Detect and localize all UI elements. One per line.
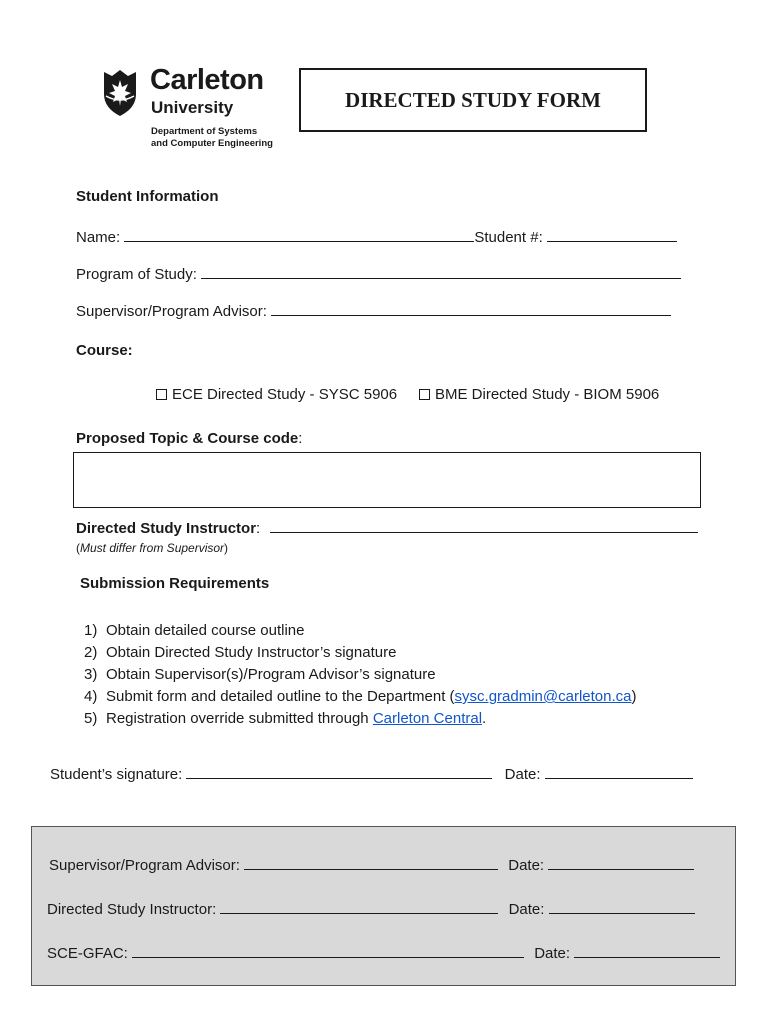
student-date-label: Date: xyxy=(504,766,541,783)
list-number: 3) xyxy=(84,666,98,683)
instructor-date-field[interactable] xyxy=(549,899,695,914)
student-number-label: Student #: xyxy=(474,229,543,246)
list-text-after: ) xyxy=(631,688,637,705)
approval-label: Supervisor/Program Advisor: xyxy=(49,857,240,874)
list-number: 5) xyxy=(84,710,98,727)
name-row xyxy=(76,227,677,246)
email-link[interactable]: sysc.gradmin@carleton.ca xyxy=(454,688,632,705)
logo-university: University xyxy=(151,98,234,117)
list-number: 4) xyxy=(84,688,98,705)
bme-checkbox[interactable] xyxy=(419,389,430,400)
program-field[interactable] xyxy=(201,264,681,279)
logo-name: Carleton xyxy=(150,64,264,96)
proposed-topic-input[interactable] xyxy=(73,452,701,508)
course-heading: Course: xyxy=(76,342,133,359)
approval-date-label: Date: xyxy=(534,945,571,962)
proposed-topic-colon: : xyxy=(298,430,303,447)
name-label: Name: xyxy=(76,229,121,246)
proposed-topic-row xyxy=(76,430,302,447)
instructor-note: (Must differ from Supervisor) xyxy=(76,541,229,555)
student-info-heading: Student Information xyxy=(76,188,219,205)
instructor-row xyxy=(76,518,698,537)
list-text: Submit form and detailed outline to the Department ( xyxy=(106,688,455,705)
student-signature-label: Student’s signature: xyxy=(50,766,183,783)
ece-checkbox[interactable] xyxy=(156,389,167,400)
program-label: Program of Study: xyxy=(76,266,197,283)
form-title: DIRECTED STUDY FORM xyxy=(299,68,647,132)
course-option-ece[interactable] xyxy=(156,386,397,403)
approval-date-label: Date: xyxy=(508,857,545,874)
instructor-label: Directed Study Instructor xyxy=(76,520,257,537)
instructor-note-text: Must differ from Supervisor xyxy=(80,541,225,555)
instructor-signature-field[interactable] xyxy=(220,899,498,914)
approval-row-gfac xyxy=(47,943,720,962)
bme-option-label: BME Directed Study - BIOM 5906 xyxy=(435,386,660,403)
list-item xyxy=(84,708,637,730)
carleton-shield-icon xyxy=(100,68,140,118)
student-date-field[interactable] xyxy=(545,764,693,779)
supervisor-label: Supervisor/Program Advisor: xyxy=(76,303,267,320)
list-text: Registration override submitted through xyxy=(106,710,373,727)
instructor-field[interactable] xyxy=(270,518,698,533)
department-line-1: Department of Systems xyxy=(151,126,258,137)
department-line-2: and Computer Engineering xyxy=(151,138,273,149)
supervisor-field[interactable] xyxy=(271,301,671,316)
program-row xyxy=(76,264,681,283)
gfac-signature-field[interactable] xyxy=(132,943,524,958)
list-text: Obtain detailed course outline xyxy=(106,622,305,639)
ece-option-label: ECE Directed Study - SYSC 5906 xyxy=(172,386,398,403)
list-number: 1) xyxy=(84,622,98,639)
student-signature-field[interactable] xyxy=(186,764,492,779)
name-field[interactable] xyxy=(124,227,474,242)
student-signature-row xyxy=(50,764,693,783)
approval-row-instructor xyxy=(47,899,695,918)
list-text: Obtain Supervisor(s)/Program Advisor’s signature xyxy=(106,666,436,683)
requirements-heading: Submission Requirements xyxy=(80,575,270,592)
list-text-after: . xyxy=(482,710,487,727)
carleton-central-link[interactable]: Carleton Central xyxy=(372,710,483,727)
list-item xyxy=(84,642,637,664)
requirements-list xyxy=(84,620,637,730)
proposed-topic-label: Proposed Topic & Course code xyxy=(76,430,299,447)
gfac-date-field[interactable] xyxy=(574,943,720,958)
supervisor-date-field[interactable] xyxy=(548,855,694,870)
list-item xyxy=(84,664,637,686)
approval-row-supervisor xyxy=(49,855,694,874)
list-text: Obtain Directed Study Instructor’s signature xyxy=(106,644,397,661)
supervisor-signature-field[interactable] xyxy=(244,855,498,870)
student-number-field[interactable] xyxy=(547,227,677,242)
approval-label: Directed Study Instructor: xyxy=(47,901,217,918)
instructor-colon: : xyxy=(256,520,261,537)
list-item xyxy=(84,686,637,708)
approval-label: SCE-GFAC: xyxy=(47,945,128,962)
list-number: 2) xyxy=(84,644,98,661)
logo-department xyxy=(151,126,273,150)
list-item xyxy=(84,620,637,642)
supervisor-row xyxy=(76,301,671,320)
approval-date-label: Date: xyxy=(508,901,545,918)
course-option-bme[interactable] xyxy=(419,386,659,403)
